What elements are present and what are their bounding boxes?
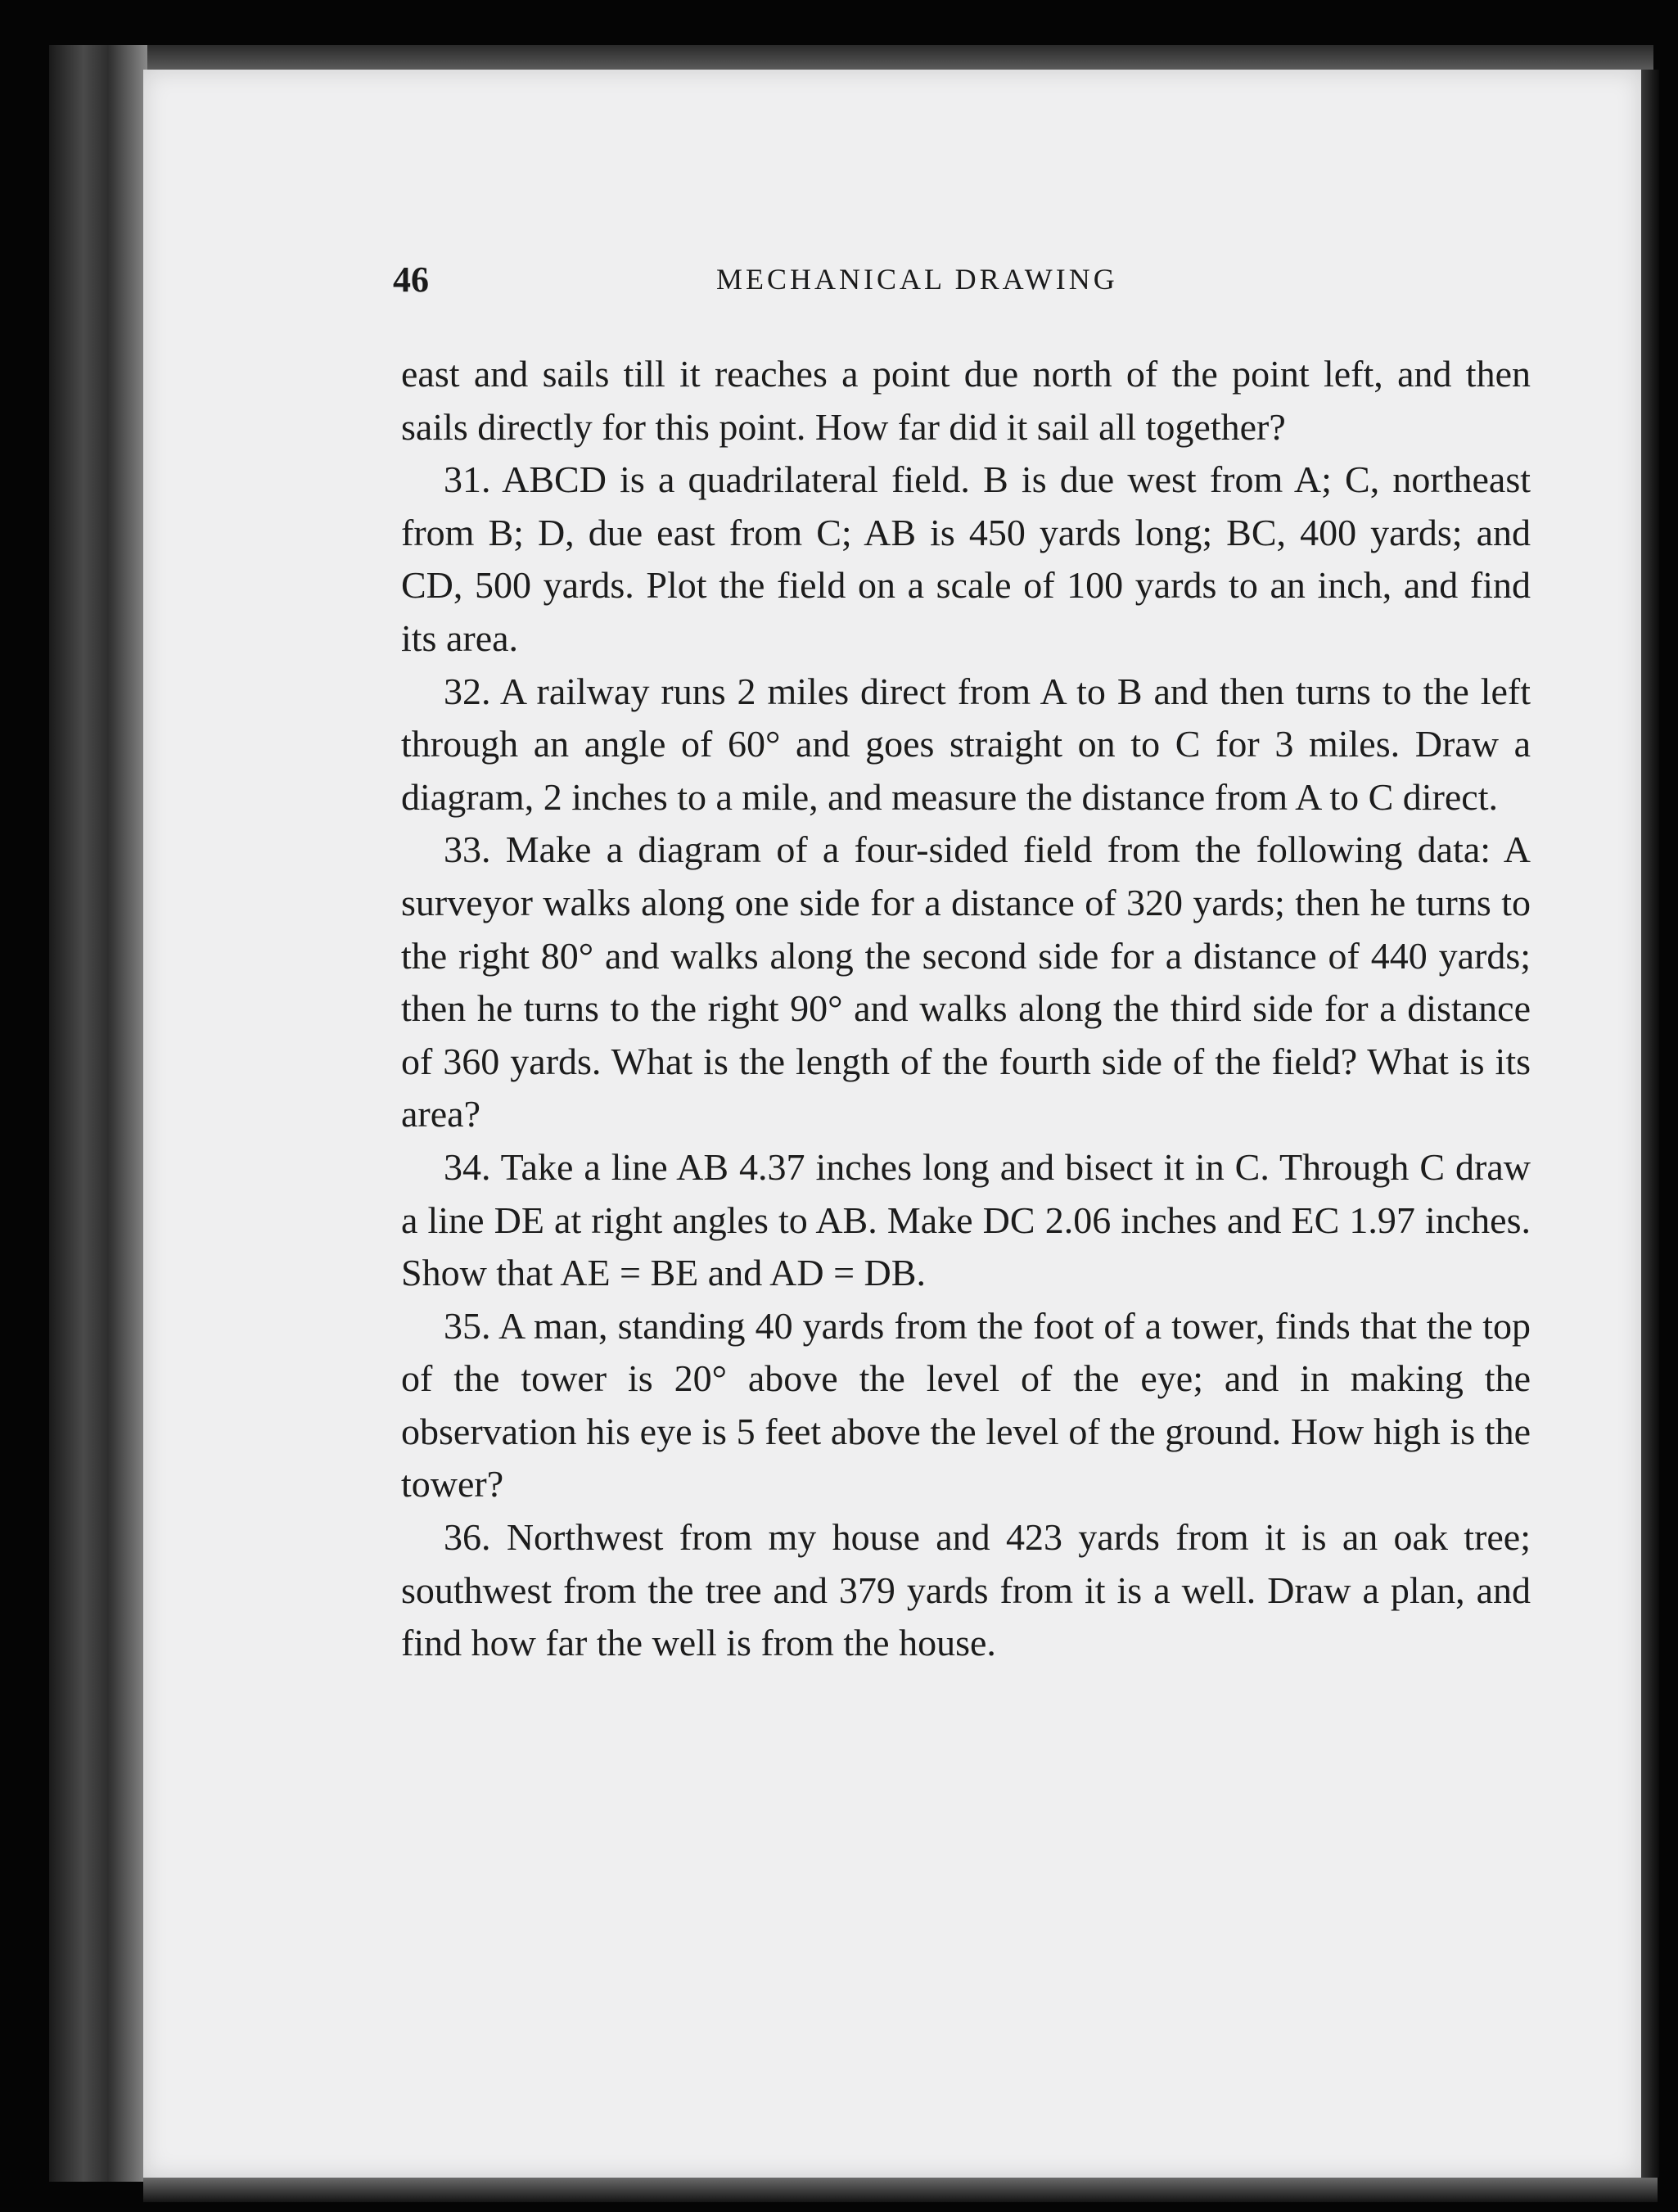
problem-36: 36. Northwest from my house and 423 yards from it is an oak tree; southwest from the tree and 379 yards from it is a well. Draw a plan, and find how far the well is from the house. xyxy=(401,1516,1531,1664)
problem-33: 33. Make a diagram of a four-sided field from the following data: A surveyor walks along one side for a distance of 320 yards; then he turns to the right 80° and walks along the second side for a distance of 440 yards; then he turns to the right 90° and walks along the third side for a distance of 360 yards. What is the length of the fourth side of the field? What is its area? xyxy=(401,828,1531,1135)
problem-35: 35. A man, standing 40 yards from the foot of a tower, finds that the top of the tower is 20° above the level of the eye; and in making the observation his eye is 5 feet above the level of the ground. How high is the tower? xyxy=(401,1304,1531,1506)
running-title: MECHANICAL DRAWING xyxy=(716,263,1118,296)
page-bottom-edge xyxy=(143,2178,1658,2202)
running-head xyxy=(393,259,1555,308)
page-number: 46 xyxy=(393,260,429,300)
page-body xyxy=(401,348,1531,1670)
problem-31: 31. ABCD is a quadrilateral field. B is due west from A; C, northeast from B; D, due east from C; AB is 450 yards long; BC, 400 yards; and CD, 500 yards. Plot the field on a scale of 100 yards to an inch, and find its area. xyxy=(401,458,1531,659)
page-right-edge xyxy=(1641,70,1659,2178)
problem-34: 34. Take a line AB 4.37 inches long and bisect it in C. Through C draw a line DE at right angles to AB. Make DC 2.06 inches and EC 1.97 inches. Show that AE = BE and AD = DB. xyxy=(401,1145,1531,1294)
problem-32: 32. A railway runs 2 miles direct from A to B and then turns to the left through an angle of 60° and goes straight on to C for 3 miles. Draw a diagram, 2 inches to a mile, and measure the distance from A to C direct. xyxy=(401,670,1531,818)
book-spine-edge xyxy=(49,45,147,2182)
continuation-paragraph: east and sails till it reaches a point due north of the point left, and then sails directly for this point. How far did it sail all together? xyxy=(401,353,1531,448)
